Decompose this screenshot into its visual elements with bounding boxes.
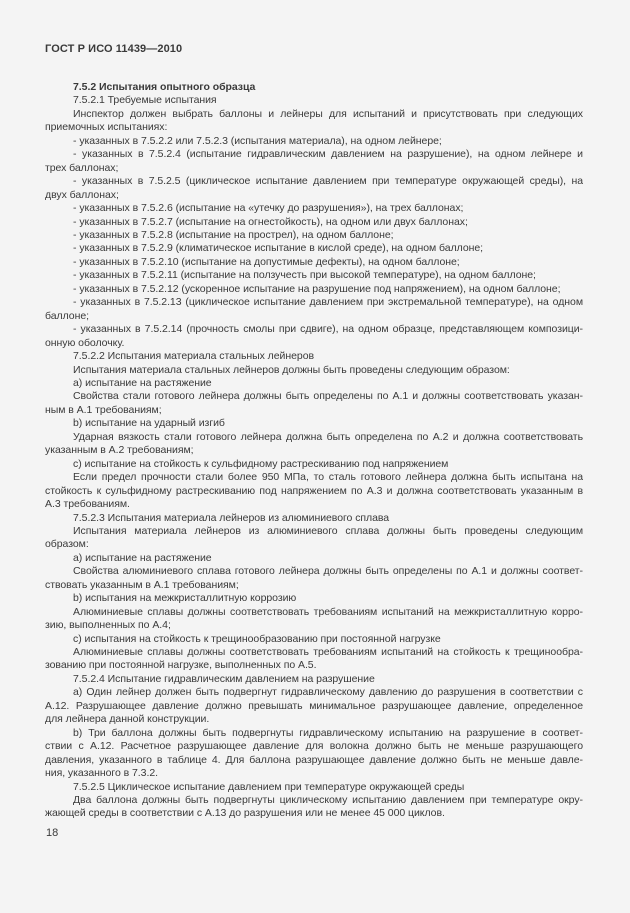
document-header: ГОСТ Р ИСО 11439—2010 [45, 43, 183, 55]
text-line: - указанных в 7.5.2.10 (испытание на допустимые дефекты), на одном баллоне; [73, 255, 460, 268]
text-line: жающей среды в соответствии с А.13 до разрушения или не менее 45 000 циклов. [45, 807, 445, 820]
text-line: Если предел прочности стали более 950 МПа, то сталь готового лейнера должна быть испытана на [73, 471, 583, 484]
text-line: - указанных в 7.5.2.14 (прочность смолы при сдвиге), на одном образце, представляющем композици- [73, 323, 583, 336]
text-line: Два баллона должны быть подвергнуты циклическому испытанию давлением при температуре окру- [73, 794, 583, 807]
text-line: зованию при постоянной нагрузке, выполненных по А.5. [45, 659, 317, 672]
text-line: стойкость к сульфидному растрескиванию под напряжением по А.3 и должна соответствовать указанным в [45, 484, 583, 497]
text-line: ствовать указанным в А.1 требованиям; [45, 578, 239, 591]
text-line: - указанных в 7.5.2.6 (испытание на «утечку до разрушения»), на трех баллонах; [73, 202, 464, 215]
text-line: - указанных в 7.5.2.2 или 7.5.2.3 (испытания материала), на одном лейнере; [73, 134, 442, 147]
text-line: - указанных в 7.5.2.5 (циклическое испытание давлением при температуре окружающей среды), на [73, 175, 583, 188]
text-line: 7.5.2.1 Требуемые испытания [73, 94, 217, 107]
text-line: трех баллонах; [45, 161, 119, 174]
text-line: двух баллонах; [45, 188, 119, 201]
text-line: Свойства стали готового лейнера должны быть определены по А.1 и должны соответствовать указан- [73, 390, 583, 403]
text-line: давления, указанного в таблице 4. Для баллона разрушающее давление должно быть не меньше давле- [45, 753, 583, 766]
text-line: зию, выполненных по А.4; [45, 619, 171, 632]
text-line: ния, указанного в 7.3.2. [45, 767, 158, 780]
text-line: c) испытания на стойкость к трещинообразованию при постоянной нагрузке [73, 632, 441, 645]
text-line: приемочных испытаниях: [45, 121, 168, 134]
text-line: А.12. Разрушающее давление должно превышать минимальное разрушающее давление, определенное [45, 699, 583, 712]
text-line: 7.5.2.4 Испытание гидравлическим давлением на разрушение [73, 672, 375, 685]
text-line: b) Три баллона должны быть подвергнуты гидравлическому испытанию на разрушение в соответ- [73, 726, 583, 739]
text-line: - указанных в 7.5.2.12 (ускоренное испытание на разрушение под напряжением), на одном баллоне; [73, 282, 561, 295]
text-line: a) Один лейнер должен быть подвергнут гидравлическому давлению до разрушения в соответствии с [73, 686, 583, 699]
heading-line: 7.5.2 Испытания опытного образца [73, 81, 256, 93]
text-line: b) испытания на межкристаллитную коррозию [73, 592, 297, 605]
text-line: - указанных в 7.5.2.9 (климатическое испытание в кислой среде), на одном баллоне; [73, 242, 484, 255]
text-line: ствии с А.12. Расчетное разрушающее давление для волокна должно быть не меньше разрушающего [45, 740, 583, 753]
text-line: Испытания материала лейнеров из алюминиевого сплава должны быть проведены следующим [73, 524, 583, 537]
text-line: 7.5.2.2 Испытания материала стальных лейнеров [73, 350, 315, 363]
text-line: - указанных в 7.5.2.8 (испытание на прострел), на одном баллоне; [73, 228, 394, 241]
text-line: указанным в А.2 требованиям; [45, 444, 194, 457]
text-line: ным в А.1 требованиям; [45, 403, 162, 416]
text-line: - указанных в 7.5.2.11 (испытание на ползучесть при высокой температуре), на одном баллоне; [73, 269, 536, 282]
text-line: Испытания материала стальных лейнеров должны быть проведены следующим образом: [73, 363, 510, 376]
text-line: образом: [45, 538, 89, 551]
text-line: Инспектор должен выбрать баллоны и лейнеры для испытаний и присутствовать при следующих [73, 107, 583, 120]
text-line: - указанных в 7.5.2.13 (циклическое испытание давлением при экстремальной температуре), на одном [73, 296, 583, 309]
text-line: Алюминиевые сплавы должны соответствовать требованиям испытаний на стойкость к трещинообра- [73, 646, 583, 659]
text-line: c) испытание на стойкость к сульфидному растрескиванию под напряжением [73, 457, 449, 470]
text-line: для лейнера данной конструкции. [45, 713, 210, 726]
document-body [45, 81, 583, 821]
text-line: баллоне; [45, 309, 89, 322]
text-line: - указанных в 7.5.2.4 (испытание гидравлическим давлением на разрушение), на одном лейнере и [73, 148, 583, 161]
page-number: 18 [46, 827, 59, 839]
text-line: Алюминиевые сплавы должны соответствовать требованиям испытаний на межкристаллитную корро- [73, 605, 583, 618]
text-line: a) испытание на растяжение [73, 551, 212, 564]
text-line: 7.5.2.5 Циклическое испытание давлением при температуре окружающей среды [73, 780, 465, 793]
text-line: - указанных в 7.5.2.7 (испытание на огнестойкость), на одном или двух баллонах; [73, 215, 468, 228]
text-line: А.3 требованиям. [45, 498, 130, 511]
text-line: Свойства алюминиевого сплава готового лейнера должны быть определены по А.1 и должны соответ- [73, 565, 583, 578]
text-line: a) испытание на растяжение [73, 376, 212, 389]
text-line: Ударная вязкость стали готового лейнера должна быть определена по А.2 и должна соответствовать [73, 430, 583, 443]
text-line: онную оболочку. [45, 336, 125, 349]
text-line: b) испытание на ударный изгиб [73, 417, 225, 430]
text-line: 7.5.2.3 Испытания материала лейнеров из алюминиевого сплава [73, 511, 390, 524]
